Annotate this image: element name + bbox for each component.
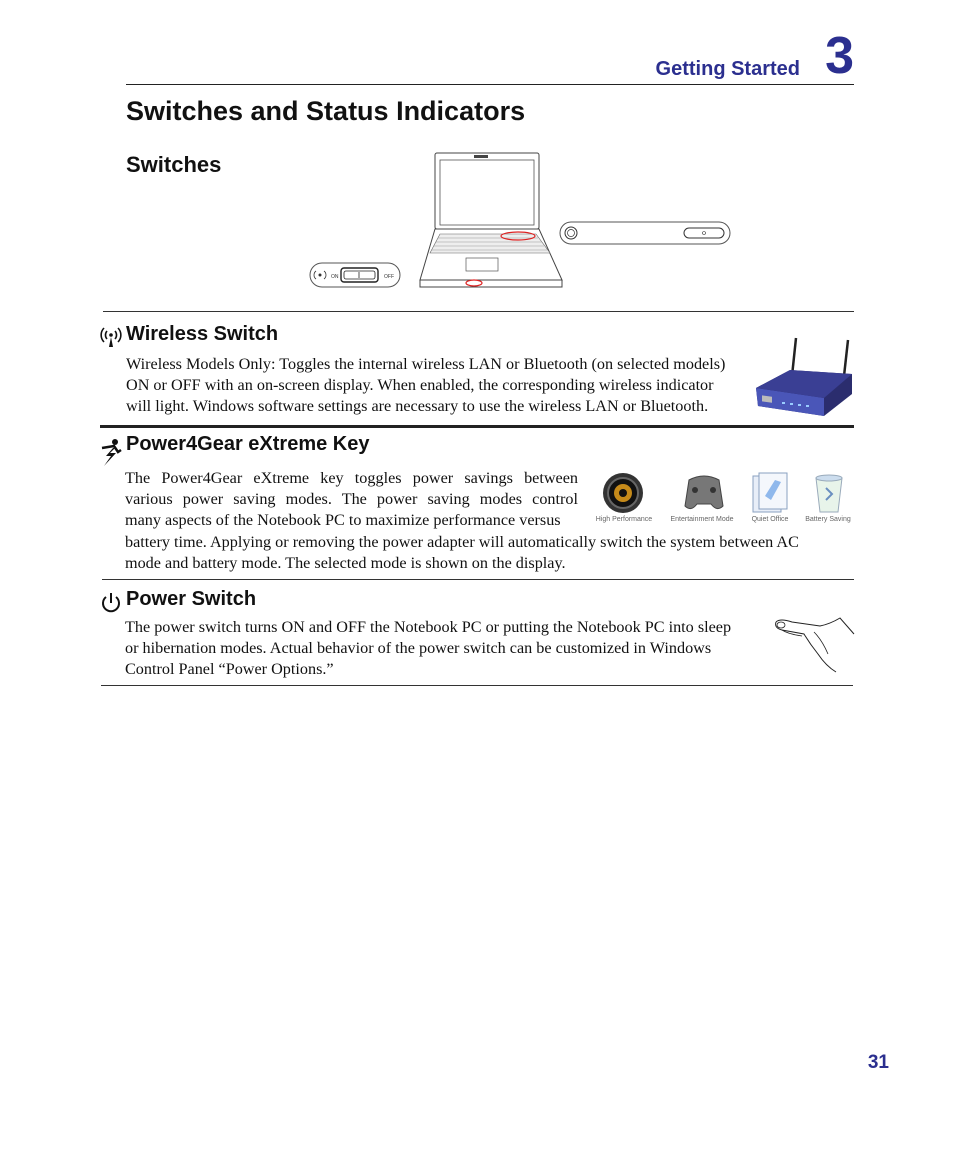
- power-line-2: or hibernation modes. Actual behavior of the power switch can be customized in Windows: [125, 639, 712, 657]
- chapter-number: 3: [825, 27, 854, 85]
- wireless-switch-description: [126, 354, 756, 417]
- mode-label-battery-saving: Battery Saving: [805, 516, 851, 523]
- power-line-1: The power switch turns ON and OFF the Notebook PC or putting the Notebook PC into sleep: [125, 618, 732, 636]
- wireless-line-2: ON or OFF with an on-screen display. When enabled, the corresponding wireless indicator: [126, 376, 714, 394]
- chapter-label: Getting Started: [655, 58, 800, 80]
- wireless-line-3: will light. Windows software settings are necessary to use the wireless LAN or Bluetooth.: [126, 397, 709, 415]
- power-icon: [100, 592, 122, 614]
- power4gear-title: Power4Gear eXtreme Key: [126, 433, 370, 455]
- header-rule: [126, 84, 854, 85]
- power-switch-callout: [560, 222, 730, 244]
- switches-heading: Switches: [126, 152, 222, 177]
- wireless-on-label: ON: [331, 274, 339, 280]
- mode-label-quiet-office: Quiet Office: [751, 516, 789, 523]
- power-line-3: Control Panel “Power Options.”: [125, 660, 334, 678]
- wireless-router-image: [752, 336, 856, 420]
- mode-label-high-performance: High Performance: [595, 516, 653, 523]
- power4gear-description-wide: [125, 532, 857, 574]
- high-performance-icon: [600, 471, 646, 515]
- mode-label-entertainment: Entertainment Mode: [670, 516, 734, 523]
- power4gear-line-1: The Power4Gear eXtreme key toggles power savings between: [125, 469, 578, 487]
- power4gear-description-narrow: [125, 468, 578, 531]
- wireless-switch-title: Wireless Switch: [126, 323, 279, 345]
- power4gear-line-5: mode and battery mode. The selected mode is shown on the display.: [125, 554, 566, 572]
- entertainment-mode-icon: [681, 470, 727, 516]
- battery-saving-icon: [806, 470, 852, 516]
- power4gear-line-3: many aspects of the Notebook PC to maximize performance versus: [125, 511, 561, 529]
- wireless-off-label: OFF: [384, 274, 394, 280]
- wireless-icon: [100, 326, 122, 348]
- page-title: Switches and Status Indicators: [126, 96, 526, 126]
- page-number: 31: [867, 1052, 889, 1073]
- power4gear-line-2: various power saving modes. The power saving modes control: [125, 490, 578, 508]
- section-rule-4: [101, 685, 853, 686]
- power-switch-description: [125, 617, 770, 680]
- power-switch-title: Power Switch: [126, 588, 257, 610]
- wireless-line-1: Wireless Models Only: Toggles the internal wireless LAN or Bluetooth (on selected models): [126, 355, 726, 373]
- section-rule-3: [102, 579, 854, 580]
- quiet-office-icon: [747, 470, 793, 516]
- wireless-switch-callout: [310, 263, 400, 287]
- power4gear-line-4: battery time. Applying or removing the power adapter will automatically switch the system between AC: [125, 533, 799, 551]
- notebook-illustration: [420, 153, 562, 287]
- notebook-switch-diagram: [300, 150, 740, 295]
- section-rule-1: [103, 311, 854, 312]
- power4gear-icon: [100, 438, 122, 466]
- section-rule-2: [100, 425, 854, 428]
- finger-pressing-image: [772, 614, 856, 674]
